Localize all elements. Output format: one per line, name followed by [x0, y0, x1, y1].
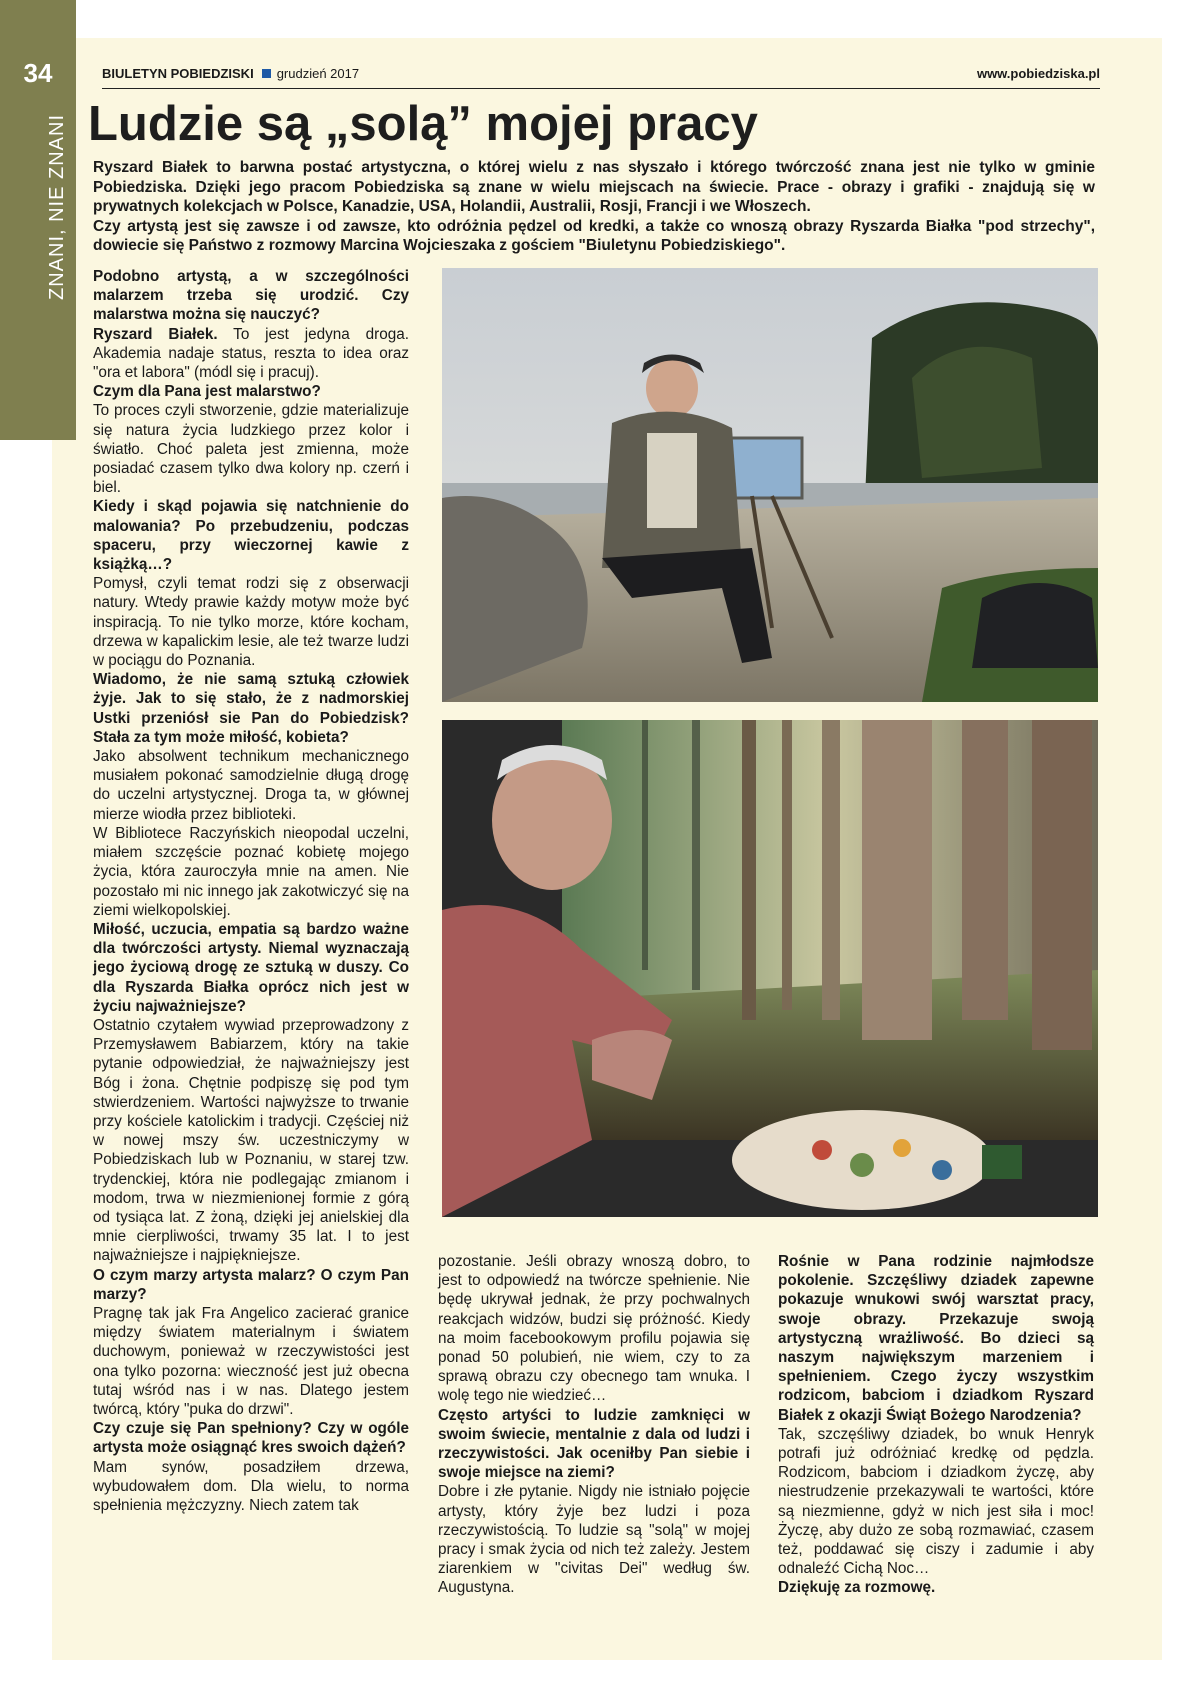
lead-paragraph: Ryszard Białek to barwna postać artystyczna, o której wielu z nas słyszało i którego twórczość znana jest nie tylko w gminie Pobiedziska. Dzięki jego pracom Pobiedziska są znane w wielu miejscach na świecie. Prace - obrazy i grafiki - znajdują się w prywatnych kolekcjach w Polsce, Kanadzie, USA, Holandii, Australii, Rosji, Francji i we Włoszech. — [93, 159, 1095, 215]
running-header — [102, 66, 1100, 89]
publication-name: BIULETYN POBIEDZISKI — [102, 66, 254, 81]
speaker-name: Ryszard Białek. — [93, 325, 218, 343]
interview-answer: W Bibliotece Raczyńskich nieopodal uczelni, miałem szczęście poznać kobietę mojego życia, która zauroczyła mnie na amen. Nie pozostało mi nic innego jak zakotwiczyć się na ziemi wielkopolskiej. — [93, 824, 409, 919]
interview-question: Rośnie w Pana rodzinie najmłodsze pokolenie. Szczęśliwy dziadek zapewne pokazuje wnukowi swój warsztat pracy, swoje obrazy. Przekazuje swoją artystyczną wrażliwość. Bo dzieci są naszym największym marzeniem i spełnieniem. Czego życzy wszystkim rodzicom, babciom i dziadkom Ryszard Białek z okazji Świąt Bożego Narodzenia? — [778, 1253, 1094, 1424]
interview-question: Kiedy i skąd pojawia się natchnienie do malowania? Po przebudzeniu, podczas spaceru, przy wieczornej kawie z książką…? — [93, 498, 409, 574]
interview-answer: Dobre i złe pytanie. Nigdy nie istniało pojęcie artysty, który żyje bez ludzi i poza rzeczywistością. To ludzie są "solą" w mojej pracy i smak życia od nich też zależy. Jestem ziarenkiem w "civitas Dei" według św. Augustyna. — [438, 1483, 750, 1597]
interview-question: Podobno artystą, a w szczególności malarzem trzeba się urodzić. Czy malarstwa można się nauczyć? — [93, 268, 409, 324]
interview-answer: Ryszard Białek. To jest jedyna droga. Akademia nadaje status, reszta to idea oraz "ora et labora" (módl się i pracuj). — [93, 325, 409, 382]
interview-question: O czym marzy artysta malarz? O czym Pan marzy? — [93, 1266, 409, 1303]
photo-artist-on-beach — [442, 268, 1098, 702]
interview-answer: Pomysł, czyli temat rodzi się z obserwacji natury. Wtedy prawie każdy motyw może być inspiracją. To nie tylko morze, które kocham, drzewa w kapalickim lesie, ale też twarze ludzi w pociągu do Poznania. — [93, 575, 409, 670]
interview-answer: Pragnę tak jak Fra Angelico zacierać granice między światem materialnym i światem duchowym, ponieważ w rzeczywistości jest ona tylko pozorna: wieczność jest już obecna tutaj wśród nas i w nas. Dlatego jestem twórcą, który "puka do drzwi". — [93, 1304, 409, 1418]
article-lead — [93, 158, 1095, 256]
interview-answer: To proces czyli stworzenie, gdzie materializuje się natura życia ludzkiego przez kolor i światło. Choć paleta jest zmienna, może posiadać czasem tylko dwa kolory np. czerń i biel. — [93, 402, 409, 497]
interview-question: Czy czuje się Pan spełniony? Czy w ogóle artysta może osiągnąć kres swoich dążeń? — [93, 1420, 409, 1457]
interview-answer: pozostanie. Jeśli obrazy wnoszą dobro, to jest to odpowiedź na twórcze spełnienie. Nie będę ukrywał jednak, że przy pochwalnych reakcjach widzów, budzi się próżność. Kiedy na moim facebookowym profilu pojawia się ponad 50 polubień, nie wiem, czy to za sprawą obrazu czy obecnego tam wnuka. I wolę tego nie wiedzieć… — [438, 1253, 750, 1405]
text-column-middle — [438, 1252, 750, 1598]
interview-question: Dziękuję za rozmowę. — [778, 1579, 936, 1597]
interview-answer: Ostatnio czytałem wywiad przeprowadzony z Przemysławem Babiarzem, który na takie pytanie odpowiedział, że najważniejszy jest Bóg i żona. Chętnie podpiszę się pod tym stwierdzeniem. Wartości najwyższe to trwanie przy kościele katolickim i tradycji. Częściej niż w nowej mszy św. uczestniczymy w Pobiedziskach lub w Poznaniu, w starej tzw. trydenckiej, która nie podlegając zmianom i modom, trwa w niezmienionej formie z górą od tysiąca lat. Z żoną, dzięki jej anielskiej dla mnie cierpliwości, trwamy 35 lat. I to jest najważniejsze i najpiękniejsze. — [93, 1016, 409, 1265]
interview-answer: Mam synów, posadziłem drzewa, wybudowałem dom. Dla wielu, to norma spełnienia mężczyzny. Niech zatem tak — [93, 1458, 409, 1514]
lead-paragraph: Czy artystą jest się zawsze i od zawsze, kto odróżnia pędzel od kredki, a także co wnoszą obrazy Ryszarda Białka "pod strzechy", dowiecie się Państwo z rozmowy Marcina Wojcieszaka z gościem "Biuletynu Pobiedziskiego". — [93, 217, 1095, 254]
interview-question: Czym dla Pana jest malarstwo? — [93, 383, 321, 401]
issue-date: grudzień 2017 — [276, 66, 360, 81]
article-title: Ludzie są „solą” mojej pracy — [88, 97, 758, 151]
interview-question: Wiadomo, że nie samą sztuką człowiek żyje. Jak to się stało, że z nadmorskiej Ustki przeniósł sie Pan do Pobiedzisk? Stała za tym może miłość, kobieta? — [93, 671, 409, 746]
interview-question: Często artyści to ludzie zamknięci w swoim świecie, mentalnie z dala od ludzi i rzeczywistości. Jak oceniłby Pan siebie i swoje miejsce na ziemi? — [438, 1406, 750, 1482]
page-number: 34 — [23, 58, 53, 88]
interview-answer: Jako absolwent technikum mechanicznego musiałem pokonać samodzielnie długą drogę do uczelni artystycznej. Droga ta, w głównej mierze wiodła przez biblioteki. — [93, 748, 409, 823]
interview-answer: Tak, szczęśliwy dziadek, bo wnuk Henryk potrafi już odróżniać kredkę od pędzla. Rodzicom, babciom i dziadkom życzę, aby niestrudzenie przekazywali te wartości, które są niezmienne, gdyż w nich jest siła i moc! Życzę, aby dużo ze sobą rozmawiać, czasem też, poddawać się ciszy i zadumie i aby odnaleźć Cichą Noc… — [778, 1425, 1094, 1578]
interview-question: Miłość, uczucia, empatia są bardzo ważne dla twórczości artysty. Niemal wyznaczają jego życiową drogę ze sztuką w duszy. Co dla Ryszarda Białka oprócz nich jest w życiu najważniejsze? — [93, 920, 409, 1015]
text-column-left — [93, 267, 409, 1515]
website-link[interactable]: www.pobiedziska.pl — [976, 66, 1100, 81]
text-column-right — [778, 1252, 1094, 1598]
section-label: ZNANI, NIE ZNANI — [46, 113, 68, 300]
photo-artist-painting-forest — [442, 720, 1098, 1217]
square-icon — [262, 69, 271, 78]
